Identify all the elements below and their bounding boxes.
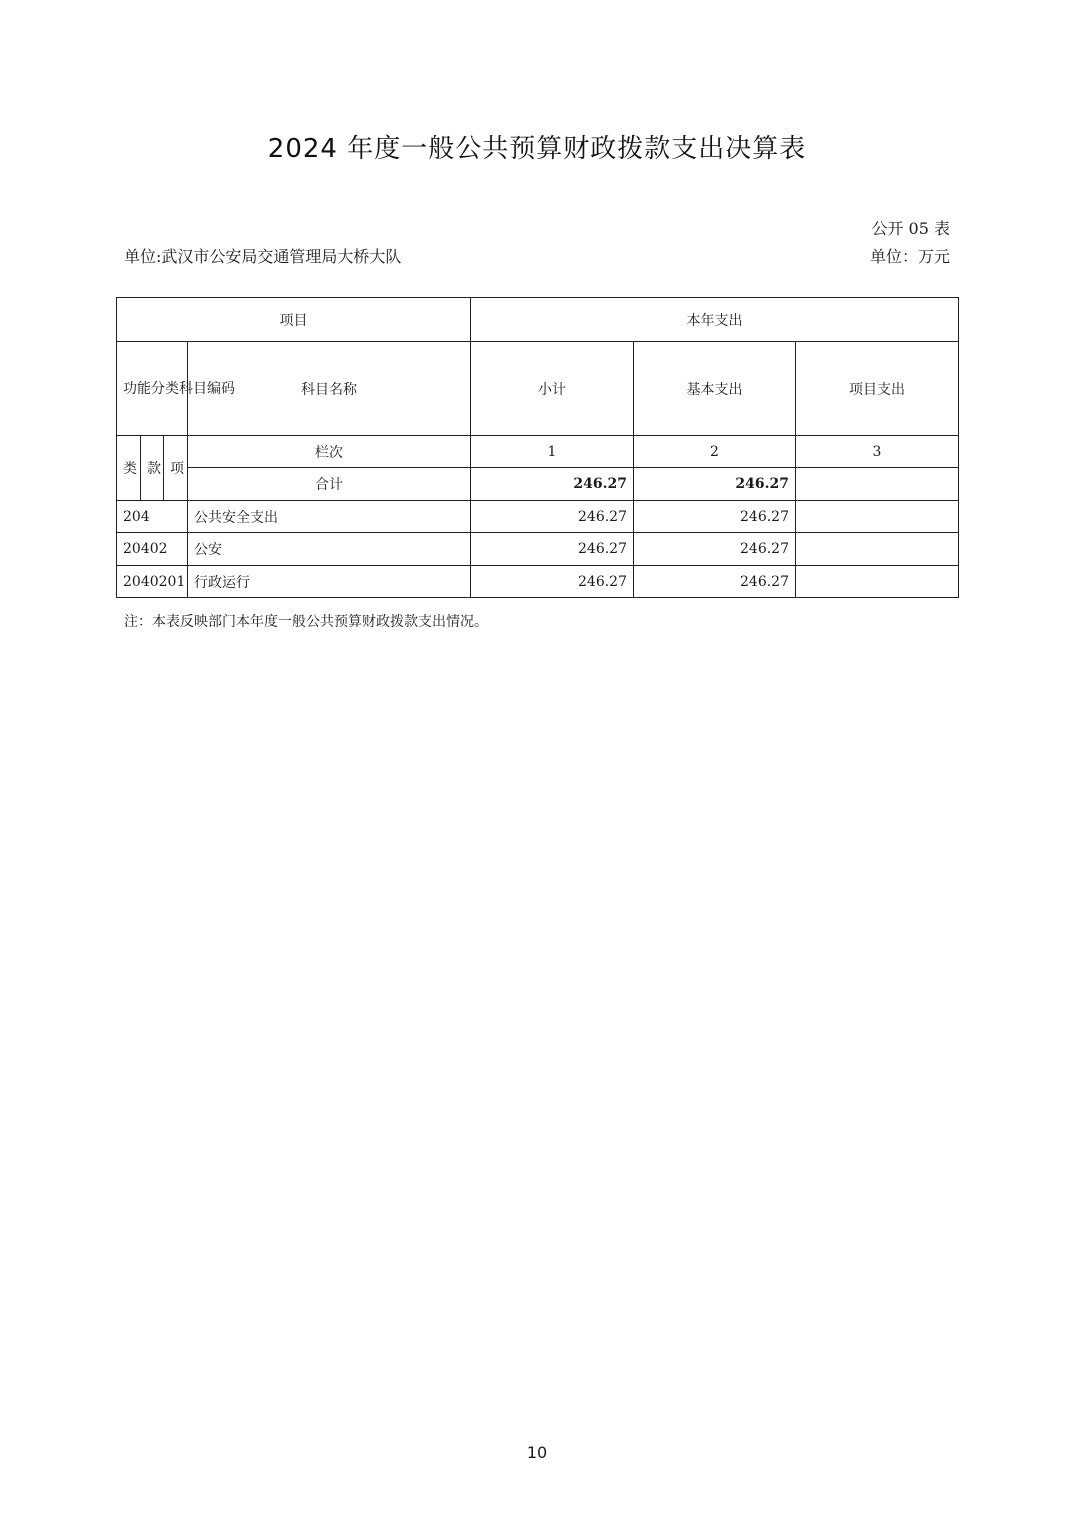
total-basic: 246.27	[634, 468, 796, 501]
row-project	[796, 533, 959, 566]
row-basic: 246.27	[634, 566, 796, 598]
table-row	[117, 533, 959, 566]
form-number: 公开 05 表	[871, 219, 950, 238]
row-name: 公安	[188, 533, 471, 566]
header-subject-name: 科目名称	[188, 342, 471, 436]
header-subtotal: 小计	[471, 342, 634, 436]
header-kuan: 款	[141, 436, 164, 501]
column-number-label: 栏次	[188, 436, 471, 468]
column-number-row	[117, 436, 959, 468]
row-project	[796, 501, 959, 533]
row-name: 公共安全支出	[188, 501, 471, 533]
header-project-exp: 项目支出	[796, 342, 959, 436]
table-note: 注：本表反映部门本年度一般公共预算财政拨款支出情况。	[124, 614, 488, 630]
header-lei: 类	[117, 436, 141, 501]
header-row-1	[117, 298, 959, 342]
header-row-2	[117, 342, 959, 436]
row-basic: 246.27	[634, 533, 796, 566]
expenditure-table	[116, 297, 959, 598]
currency-unit: 单位：万元	[869, 247, 950, 266]
row-name: 行政运行	[188, 566, 471, 598]
column-number-1: 1	[471, 436, 634, 468]
column-number-2: 2	[634, 436, 796, 468]
header-xiang: 项	[164, 436, 188, 501]
table-row	[117, 566, 959, 598]
document-title: 2024 年度一般公共预算财政拨款支出决算表	[267, 134, 807, 164]
row-basic: 246.27	[634, 501, 796, 533]
total-row	[117, 468, 959, 501]
total-project	[796, 468, 959, 501]
column-number-3: 3	[796, 436, 959, 468]
header-basic: 基本支出	[634, 342, 796, 436]
row-subtotal: 246.27	[471, 501, 634, 533]
page-number: 10	[526, 1443, 548, 1462]
total-label: 合计	[188, 468, 471, 501]
table-row	[117, 501, 959, 533]
row-subtotal: 246.27	[471, 533, 634, 566]
row-code: 20402	[117, 533, 188, 566]
organization-unit: 单位:武汉市公安局交通管理局大桥大队	[124, 247, 402, 266]
row-code: 204	[117, 501, 188, 533]
row-code: 2040201	[117, 566, 188, 598]
header-func-code: 功能分类科目编码	[117, 342, 188, 436]
row-project	[796, 566, 959, 598]
header-project: 项目	[117, 298, 471, 342]
total-subtotal: 246.27	[471, 468, 634, 501]
row-subtotal: 246.27	[471, 566, 634, 598]
header-current-year: 本年支出	[471, 298, 959, 342]
